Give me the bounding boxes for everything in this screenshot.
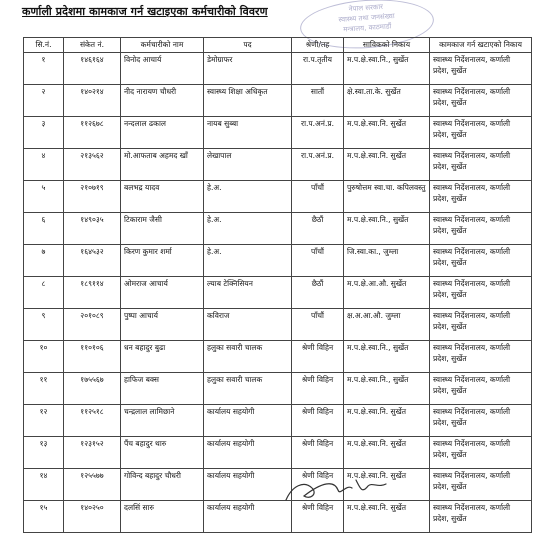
cell-assigned-office: स्वास्थ्य निर्देशनालय, कर्णाली प्रदेश, सुर्खेत bbox=[430, 373, 532, 405]
document-title-text: कर्णाली प्रदेशमा कामकाज गर्न खटाइएका कर्मचारीको विवरण bbox=[22, 5, 268, 18]
cell-level: पाँचौं bbox=[292, 181, 344, 213]
cell-sn: ८ bbox=[24, 277, 64, 309]
cell-previous-office: म.प.क्षे.स्वा.नि. सुर्खेत bbox=[344, 501, 430, 533]
cell-sn: ३ bbox=[24, 117, 64, 149]
cell-post: कार्यालय सहयोगी bbox=[204, 469, 292, 501]
cell-level: श्रेणी विहिन bbox=[292, 437, 344, 469]
cell-name: पैंच बहादुर थारु bbox=[121, 437, 204, 469]
cell-code: १४०२१४ bbox=[64, 85, 121, 117]
cell-level: रा.प.तृतीय bbox=[292, 53, 344, 85]
cell-level: श्रेणी विहिन bbox=[292, 469, 344, 501]
cell-code: २०१०८९ bbox=[64, 309, 121, 341]
cell-previous-office: म.प.क्षे.स्वा.नि. सुर्खेत bbox=[344, 149, 430, 181]
table-row bbox=[24, 277, 532, 309]
table-row bbox=[24, 149, 532, 181]
header-post: पद bbox=[204, 38, 292, 53]
cell-sn: ४ bbox=[24, 149, 64, 181]
cell-assigned-office: स्वास्थ्य निर्देशनालय, कर्णाली प्रदेश, सुर्खेत bbox=[430, 213, 532, 245]
cell-name: बलभद्र यादव bbox=[121, 181, 204, 213]
cell-sn: ७ bbox=[24, 245, 64, 277]
cell-previous-office: म.प.क्षे.आ.औ. सुर्खेत bbox=[344, 277, 430, 309]
table-row bbox=[24, 181, 532, 213]
cell-post: लेखापाल bbox=[204, 149, 292, 181]
cell-level: श्रेणी विहिन bbox=[292, 501, 344, 533]
staff-table bbox=[23, 37, 532, 533]
table-row bbox=[24, 341, 532, 373]
cell-previous-office: क्ष.अ.आ.औ. जुम्ला bbox=[344, 309, 430, 341]
cell-previous-office: जि.स्वा.का., जुम्ला bbox=[344, 245, 430, 277]
cell-name: ओमराज आचार्य bbox=[121, 277, 204, 309]
table-row bbox=[24, 53, 532, 85]
cell-previous-office: म.प.क्षे.स्वा.नि. सुर्खेत bbox=[344, 469, 430, 501]
cell-sn: १४ bbox=[24, 469, 64, 501]
header-level: श्रेणी/तह bbox=[292, 38, 344, 53]
table-row bbox=[24, 117, 532, 149]
cell-level: छैठौं bbox=[292, 277, 344, 309]
cell-assigned-office: स्वास्थ्य निर्देशनालय, कर्णाली प्रदेश, सुर्खेत bbox=[430, 277, 532, 309]
cell-name: किरण कुमार शर्मा bbox=[121, 245, 204, 277]
table-row bbox=[24, 373, 532, 405]
cell-sn: १२ bbox=[24, 405, 64, 437]
table-row bbox=[24, 85, 532, 117]
cell-name: मो.आफताब अहमद खाँ bbox=[121, 149, 204, 181]
cell-assigned-office: स्वास्थ्य निर्देशनालय, कर्णाली प्रदेश, सुर्खेत bbox=[430, 117, 532, 149]
stamp-line-3: मन्त्रालय, काठमाडौं bbox=[342, 22, 392, 34]
cell-assigned-office: स्वास्थ्य निर्देशनालय, कर्णाली प्रदेश, सुर्खेत bbox=[430, 341, 532, 373]
cell-level: सातौं bbox=[292, 85, 344, 117]
cell-sn: २ bbox=[24, 85, 64, 117]
cell-post: ल्याब टेक्निसियन bbox=[204, 277, 292, 309]
cell-sn: १५ bbox=[24, 501, 64, 533]
cell-name: पुष्पा आचार्य bbox=[121, 309, 204, 341]
cell-assigned-office: स्वास्थ्य निर्देशनालय, कर्णाली प्रदेश, सुर्खेत bbox=[430, 405, 532, 437]
cell-name: टिकाराम जैसी bbox=[121, 213, 204, 245]
cell-level: छैठौं bbox=[292, 213, 344, 245]
table-row bbox=[24, 469, 532, 501]
cell-previous-office: म.प.क्षे.स्वा.नि., सुर्खेत bbox=[344, 213, 430, 245]
cell-sn: ११ bbox=[24, 373, 64, 405]
cell-sn: ५ bbox=[24, 181, 64, 213]
table-row bbox=[24, 405, 532, 437]
cell-post: कार्यालय सहयोगी bbox=[204, 405, 292, 437]
table-row bbox=[24, 309, 532, 341]
header-previous-office: साविकको निकाय bbox=[344, 38, 430, 53]
cell-code: २१३५६२ bbox=[64, 149, 121, 181]
cell-previous-office: म.प.क्षे.स्वा.नि. सुर्खेत bbox=[344, 117, 430, 149]
cell-code: १४०२५० bbox=[64, 501, 121, 533]
cell-previous-office: म.प.क्षे.स्वा.नि., सुर्खेत bbox=[344, 53, 430, 85]
cell-code: १४६१६४ bbox=[64, 53, 121, 85]
cell-previous-office: क्षे.स्वा.ता.के. सुर्खेत bbox=[344, 85, 430, 117]
document-title bbox=[0, 4, 534, 19]
cell-name: नन्दलाल ढकाल bbox=[121, 117, 204, 149]
header-assigned-office: कामकाज गर्न खटाएको निकाय bbox=[430, 38, 532, 53]
cell-post: हे.अ. bbox=[204, 181, 292, 213]
cell-level: पाँचौं bbox=[292, 245, 344, 277]
cell-assigned-office: स्वास्थ्य निर्देशनालय, कर्णाली प्रदेश, सुर्खेत bbox=[430, 501, 532, 533]
header-sn: सि.नं. bbox=[24, 38, 64, 53]
cell-sn: १० bbox=[24, 341, 64, 373]
cell-previous-office: म.प.क्षे.स्वा.नि. सुर्खेत bbox=[344, 405, 430, 437]
cell-post: स्वास्थ्य शिक्षा अधिकृत bbox=[204, 85, 292, 117]
cell-code: १२३१५२ bbox=[64, 437, 121, 469]
cell-sn: ६ bbox=[24, 213, 64, 245]
cell-previous-office: पुरुषोत्तम स्वा.चा. कपिलवस्तु bbox=[344, 181, 430, 213]
cell-sn: ९ bbox=[24, 309, 64, 341]
cell-assigned-office: स्वास्थ्य निर्देशनालय, कर्णाली प्रदेश, सुर्खेत bbox=[430, 181, 532, 213]
table-row bbox=[24, 213, 532, 245]
cell-post: हे.अ. bbox=[204, 245, 292, 277]
cell-code: १२५५७७ bbox=[64, 469, 121, 501]
cell-name: चन्द्रलाल लामिछाने bbox=[121, 405, 204, 437]
cell-name: दलसिं सारु bbox=[121, 501, 204, 533]
cell-post: हे.अ. bbox=[204, 213, 292, 245]
cell-assigned-office: स्वास्थ्य निर्देशनालय, कर्णाली प्रदेश, सुर्खेत bbox=[430, 309, 532, 341]
cell-level: श्रेणी विहिन bbox=[292, 341, 344, 373]
cell-post: हलुका सवारी चालक bbox=[204, 341, 292, 373]
cell-assigned-office: स्वास्थ्य निर्देशनालय, कर्णाली प्रदेश, सुर्खेत bbox=[430, 149, 532, 181]
cell-name: विनोद आचार्य bbox=[121, 53, 204, 85]
cell-assigned-office: स्वास्थ्य निर्देशनालय, कर्णाली प्रदेश, सुर्खेत bbox=[430, 85, 532, 117]
table-row bbox=[24, 437, 532, 469]
cell-assigned-office: स्वास्थ्य निर्देशनालय, कर्णाली प्रदेश, सुर्खेत bbox=[430, 469, 532, 501]
cell-code: ११२६७८ bbox=[64, 117, 121, 149]
cell-previous-office: म.प.क्षे.स्वा.नि. सुर्खेत bbox=[344, 437, 430, 469]
cell-level: रा.प.अनं.प्र. bbox=[292, 149, 344, 181]
header-code: संकेत नं. bbox=[64, 38, 121, 53]
cell-code: १६४५३२ bbox=[64, 245, 121, 277]
cell-post: नायब सुब्बा bbox=[204, 117, 292, 149]
cell-level: पाँचौं bbox=[292, 309, 344, 341]
table-row bbox=[24, 501, 532, 533]
stamp-line-2: स्वास्थ्य तथा जनसंख्या bbox=[338, 12, 395, 24]
cell-assigned-office: स्वास्थ्य निर्देशनालय, कर्णाली प्रदेश, सुर्खेत bbox=[430, 53, 532, 85]
cell-previous-office: म.प.क्षे.स्वा.नि., सुर्खेत bbox=[344, 373, 430, 405]
cell-post: कार्यालय सहयोगी bbox=[204, 501, 292, 533]
cell-assigned-office: स्वास्थ्य निर्देशनालय, कर्णाली प्रदेश, सुर्खेत bbox=[430, 245, 532, 277]
cell-level: रा.प.अनं.प्र. bbox=[292, 117, 344, 149]
cell-sn: १३ bbox=[24, 437, 64, 469]
cell-name: धन बहादुर बुढा bbox=[121, 341, 204, 373]
cell-code: २१०७१९ bbox=[64, 181, 121, 213]
cell-post: हलुका सवारी चालक bbox=[204, 373, 292, 405]
cell-post: कविराज bbox=[204, 309, 292, 341]
cell-level: श्रेणी विहिन bbox=[292, 405, 344, 437]
cell-code: १८९११४ bbox=[64, 277, 121, 309]
table-header-row bbox=[24, 38, 532, 53]
cell-sn: १ bbox=[24, 53, 64, 85]
cell-name: नीद नारायण चौधरी bbox=[121, 85, 204, 117]
cell-assigned-office: स्वास्थ्य निर्देशनालय, कर्णाली प्रदेश, सुर्खेत bbox=[430, 437, 532, 469]
cell-code: १७५५६७ bbox=[64, 373, 121, 405]
cell-name: हाफिज बक्स bbox=[121, 373, 204, 405]
cell-level: श्रेणी विहिन bbox=[292, 373, 344, 405]
table-row bbox=[24, 245, 532, 277]
cell-code: १४९०३५ bbox=[64, 213, 121, 245]
cell-post: कार्यालय सहयोगी bbox=[204, 437, 292, 469]
stamp-line-1: नेपाल सरकार bbox=[348, 2, 384, 14]
cell-name: गोविन्द बहादुर चौधरी bbox=[121, 469, 204, 501]
cell-code: ११२५१८ bbox=[64, 405, 121, 437]
header-name: कर्मचारीको नाम bbox=[121, 38, 204, 53]
cell-previous-office: म.प.क्षे.स्वा.नि., सुर्खेत bbox=[344, 341, 430, 373]
cell-post: डेमोग्राफर bbox=[204, 53, 292, 85]
signature-scribble bbox=[282, 474, 392, 502]
cell-code: ११०१०६ bbox=[64, 341, 121, 373]
